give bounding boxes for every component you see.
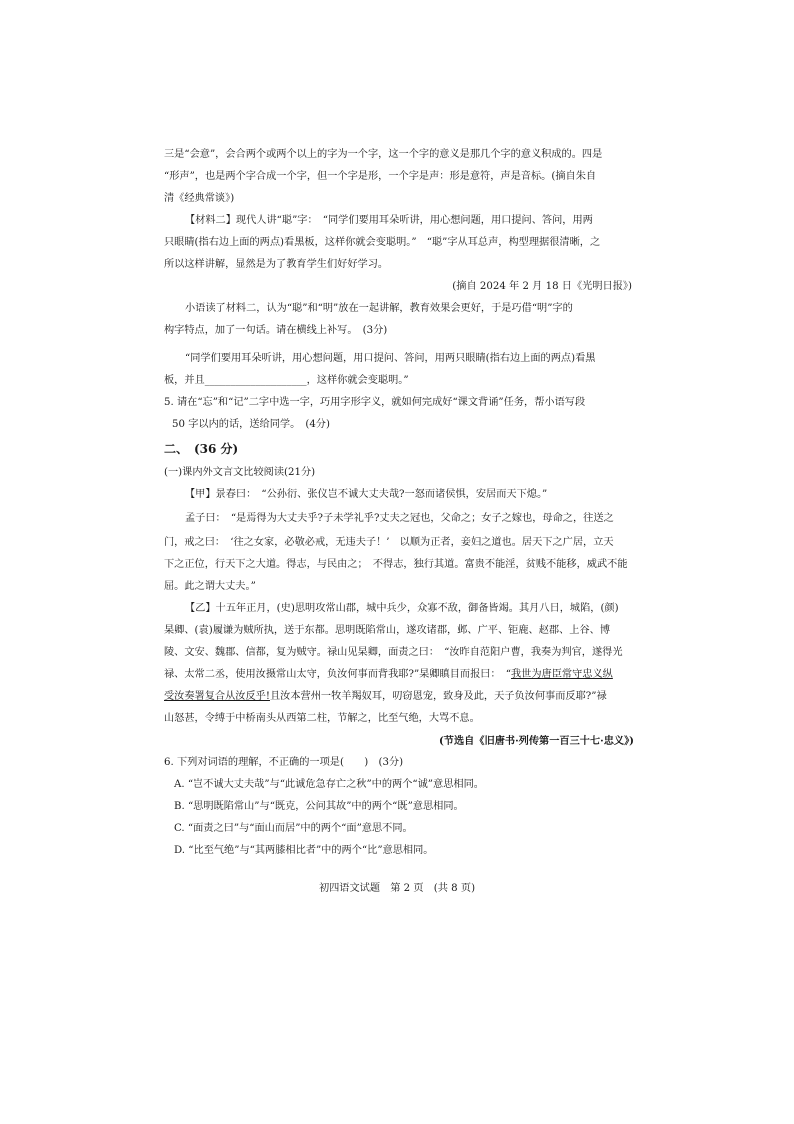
jia-line2: 孟子曰： “是焉得为大丈夫乎?子未学礼乎?丈夫之冠也，父命之；女子之嫁也，母命之，往送之 <box>185 513 614 524</box>
material2-line1: 【材料二】现代人讲“聪”字： “同学们要用耳朵听讲，用心想问题，用口提问、答问，用两 <box>185 215 593 226</box>
paragraph1-line2: “形声”，也是两个字合成一个字，但一个字是形，一个字是声：形是意符，声是音标。(摘自朱自 <box>164 171 597 182</box>
q6-option-b[interactable]: B. “思明既陷常山”与“既克，公问其故”中的两个“既”意思相同。 <box>174 801 464 812</box>
jia-line3: 门，戒之曰： ‘往之女家，必敬必戒，无违夫子！’ 以顺为正者，妾妇之道也。居天下之广居，立天 <box>164 537 614 548</box>
q4-line2: 构字特点，加了一句话。请在横线上补写。 (3分) <box>164 325 388 336</box>
q6-option-c[interactable]: C. “面责之曰”与“面山而居”中的两个“面”意思不同。 <box>174 823 413 834</box>
q4-line1: 小语读了材料二，认为“聪”和“明”放在一起讲解，教育效果会更好，于是巧借“明”字的 <box>185 303 573 314</box>
yi-underlined-sentence-part1: 我世为唐臣常守忠义纵 <box>510 669 613 680</box>
q4-answer-suffix: ，这样你就会变聪明。” <box>306 375 409 386</box>
q4-answer-prefix: 板，并且 <box>164 375 205 386</box>
subsection1-title: (一)课内外文言文比较阅读(21分) <box>164 467 316 478</box>
q6-option-d[interactable]: D. “比至气绝”与“其两膝相比者”中的两个“比”意思相同。 <box>174 845 434 856</box>
material2-line2: 只眼睛(指右边上面的两点)看黑板，这样你就会变聪明。” “聪”字从耳总声，构型理据很清晰，之 <box>164 237 601 248</box>
q5-line1: 5. 请在“忘”和“记”二字中选一字，巧用字形字义，就如何完成好“课文背诵”任务，帮小语写段 <box>164 397 586 408</box>
yi-underlined-sentence-part2: 受汝奏署复合从汝反乎! <box>164 691 270 702</box>
q4-answer-blank[interactable]: ____________________ <box>204 375 307 386</box>
yi-line3: 陵、文安、魏郡、信都，复为贼守。禄山见杲卿，面责之曰： “汝昨自范阳户曹，我奏为判官，遂得光 <box>164 647 623 658</box>
yi-line4 <box>164 668 613 682</box>
jia-line4: 下之正位，行天下之大道。得志，与民由之； 不得志，独行其道。富贵不能淫，贫贱不能移，威武不能 <box>164 559 628 570</box>
jia-line1: 【甲】景春曰： “公孙衍、张仪岂不诚大丈夫哉?一怒而诸侯惧，安居而天下熄。” <box>185 489 548 500</box>
yi-source: (节选自《旧唐书·列传第一百三十七·忠义》) <box>438 735 634 747</box>
q4-answer-line1: “同学们要用耳朵听讲，用心想问题，用口提问、答问，用两只眼睛(指右边上面的两点)看黑 <box>185 353 596 364</box>
yi-line4-text: 禄、太常二丞，使用汝摄常山太守，负汝何事而背我耶?”杲卿瞋目而报曰： “ <box>164 669 511 680</box>
q6-option-a[interactable]: A. “岂不诚大丈夫哉”与“此诚危急存亡之秋”中的两个“诚”意思相同。 <box>174 779 484 790</box>
q6-stem: 6. 下列对词语的理解，不正确的一项是( ) (3分) <box>164 757 404 768</box>
material2-source: (摘自 2024 年 2 月 18 日《光明日报》) <box>452 281 632 292</box>
q5-line2: 50 字以内的话，送给同学。 (4分) <box>172 419 330 430</box>
page-footer: 初四语文试题 第 2 页 (共 8 页) <box>318 883 476 894</box>
paragraph1-line3: 清《经典常谈》) <box>164 193 235 204</box>
q4-answer-line2 <box>164 374 409 388</box>
material2-line3: 所以这样讲解，显然是为了教育学生们好好学习。 <box>164 259 389 270</box>
yi-line1: 【乙】十五年正月，(史)思明攻常山郡，城中兵少，众寡不敌，御备皆竭。其月八日，城陷，(颜) <box>185 603 619 614</box>
yi-line6: 山怒甚，令缚于中桥南头从西第二柱，节解之，比至气绝，大骂不息。 <box>164 713 480 724</box>
yi-line5 <box>164 690 607 704</box>
paragraph1-line1: 三是“会意”，会合两个或两个以上的字为一个字，这一个字的意义是那几个字的意义积成的。四是 <box>164 149 603 160</box>
yi-line2: 杲卿、(袁)履谦为贼所执，送于东都。思明既陷常山，遂攻诸郡，邺、广平、钜鹿、赵郡、上谷、博 <box>164 625 611 636</box>
jia-line5: 屈。此之谓大丈夫。” <box>164 581 256 592</box>
yi-line5-text: 且汝本营州一牧羊羯奴耳，叨窃恩宠，致身及此，天子负汝何事而反耶?”禄 <box>269 691 607 702</box>
section2-title: 二、 (36 分) <box>164 442 239 456</box>
